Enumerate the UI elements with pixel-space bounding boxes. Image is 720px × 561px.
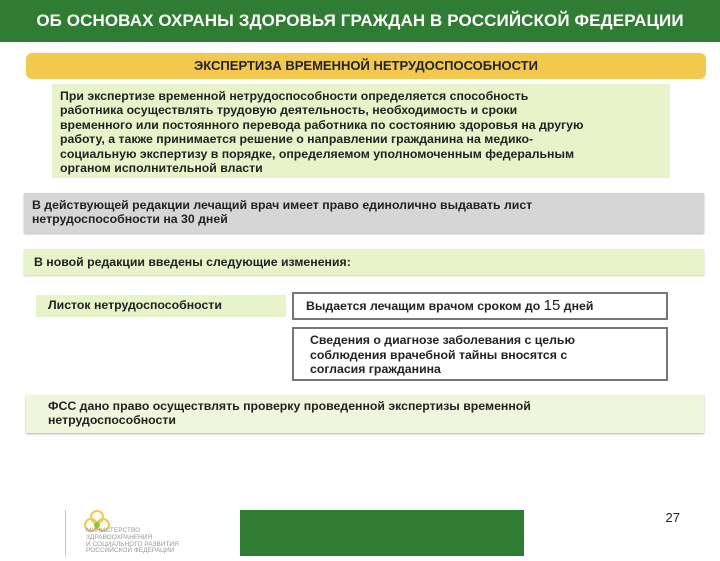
issued-prefix: Выдается лечащим врачом сроком до: [306, 299, 541, 313]
section-title-text: ЭКСПЕРТИЗА ВРЕМЕННОЙ НЕТРУДОСПОСОБНОСТИ: [194, 58, 538, 73]
slide-title: ОБ ОСНОВАХ ОХРАНЫ ЗДОРОВЬЯ ГРАЖДАН В РОССИЙСКОЙ ФЕДЕРАЦИИ: [36, 11, 684, 30]
info-line: При экспертизе временной нетрудоспособности определяется способность: [60, 89, 529, 103]
logo-line: РОССИЙСКОЙ ФЕДЕРАЦИИ: [86, 547, 175, 555]
footer-green-bar: [240, 510, 524, 556]
sick-leave-sheet-label: [36, 295, 286, 317]
logo-line: ЗДРАВООХРАНЕНИЯ: [86, 533, 153, 541]
current-line: В действующей редакции лечащий врач имеет право единолично выдавать лист: [32, 198, 533, 212]
info-line: социальную экспертизу в порядке, определяемом уполномоченным федеральным: [60, 146, 575, 161]
info-box: [52, 84, 670, 178]
page-number-text: 27: [665, 510, 680, 525]
logo-line: МИНИСТЕРСТВО: [86, 527, 141, 534]
info-line: органом исполнительной власти: [60, 161, 263, 176]
logo-line: И СОЦИАЛЬНОГО РАЗВИТИЯ: [86, 540, 179, 548]
sheet-label-text: Листок нетрудоспособности: [48, 298, 222, 312]
diagnosis-box: [292, 327, 668, 381]
info-line: работу, а также принимается решение о направлении гражданина на медико-: [60, 132, 534, 147]
current-line: нетрудоспособности на 30 дней: [32, 212, 228, 227]
fss-line: ФСС дано право осуществлять проверку проведенной экспертизы временной: [48, 399, 531, 413]
issued-box: [292, 292, 668, 320]
issued-days: 15: [543, 297, 561, 314]
info-line: работника осуществлять трудовую деятельность, необходимость и сроки: [60, 103, 518, 118]
new-edition-title: В новой редакции введены следующие изменения:: [34, 255, 351, 269]
current-edition-box: [24, 193, 704, 233]
fss-line: нетрудоспособности: [48, 413, 176, 428]
fss-box: [26, 395, 704, 433]
diagnosis-line: соблюдения врачебной тайны вносятся с: [310, 347, 568, 362]
section-title: [26, 53, 706, 79]
slide-header: [0, 0, 720, 42]
info-line: временного или постоянного перевода работника по состоянию здоровья на другую: [60, 117, 584, 132]
new-edition-box: [24, 249, 704, 275]
ministry-logo-text: [86, 528, 206, 556]
diagnosis-line: согласия гражданина: [310, 362, 441, 377]
page-number: [600, 510, 680, 530]
diagnosis-line: Сведения о диагнозе заболевания с целью: [310, 333, 575, 347]
issued-suffix: дней: [563, 299, 594, 313]
